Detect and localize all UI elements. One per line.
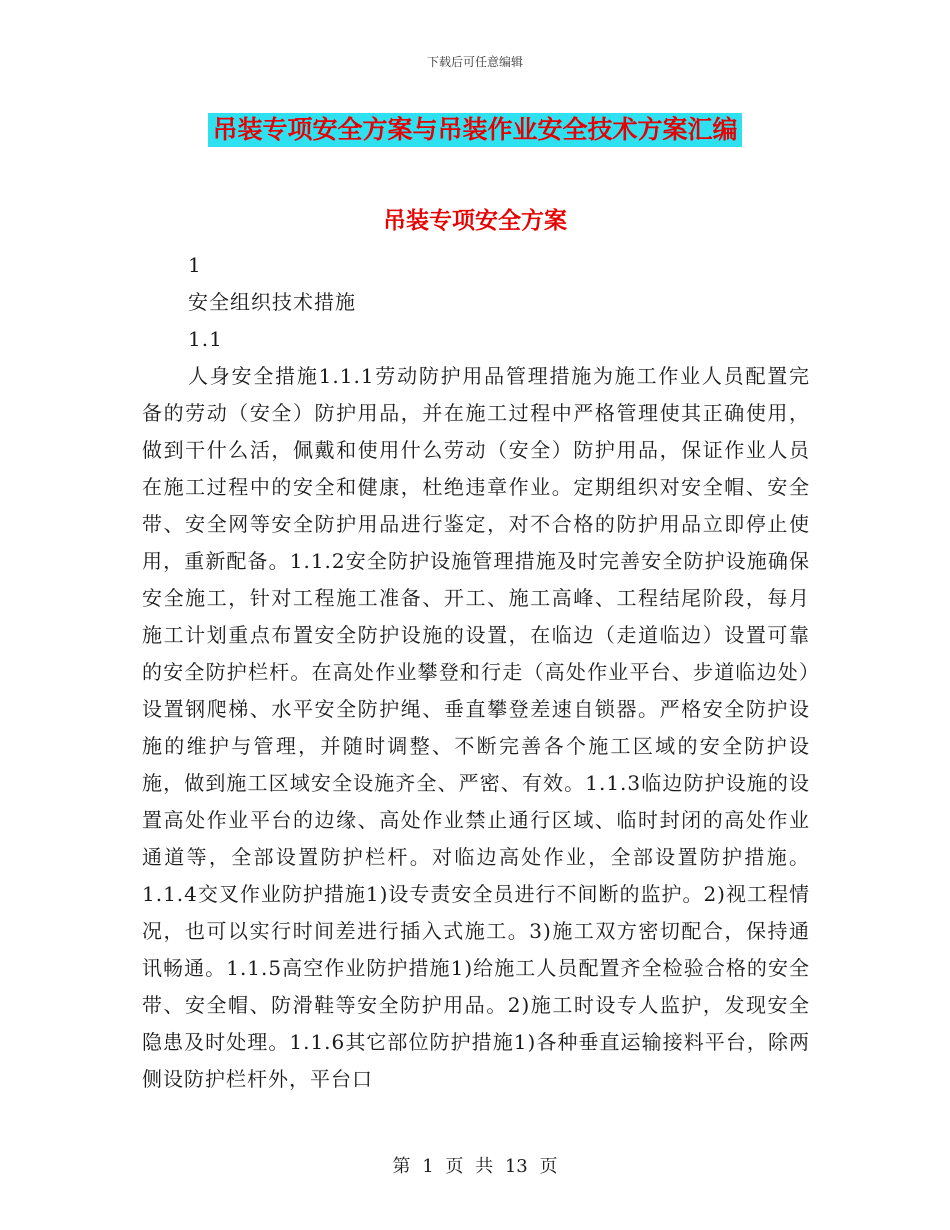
paragraph-subsection-number: 1.1 (188, 327, 223, 351)
document-body (142, 247, 810, 1098)
header-note: 下载后可任意编辑 (426, 55, 523, 69)
section-title: 吊装专项安全方案 (383, 208, 567, 234)
paragraph-section-number: 1 (188, 253, 202, 277)
page-footer: 第 1 页 共 13 页 (392, 1156, 558, 1177)
paragraph-section-heading: 安全组织技术措施 (188, 290, 356, 314)
main-title: 吊装专项安全方案与吊装作业安全技术方案汇编 (208, 113, 741, 147)
main-title-wrap (0, 113, 950, 147)
paragraph-body: 人身安全措施1.1.1劳动防护用品管理措施为施工作业人员配置完备的劳动（安全）防护用品，并在施工过程中严格管理使其正确使用，做到干什么活，佩戴和使用什么劳动（安全）防护用品，保证作业人员在施工过程中的安全和健康，杜绝违章作业。定期组织对安全帽、安全带、安全网等安全防护用品进行鉴定，对不合格的防护用品立即停止使用，重新配备。1.1.2安全防护设施管理措施及时完善安全防护设施确保安全施工，针对工程施工准备、开工、施工高峰、工程结尾阶段，每月施工计划重点布置安全防护设施的设置，在临边（走道临边）设置可靠的安全防护栏杆。在高处作业攀登和行走（高处作业平台、步道临边处）设置钢爬梯、水平安全防护绳、垂直攀登差速自锁器。严格安全防护设施的维护与管理，并随时调整、不断完善各个施工区域的安全防护设施，做到施工区域安全设施齐全、严密、有效。1.1.3临边防护设施的设置高处作业平台的边缘、高处作业禁止通行区域、临时封闭的高处作业通道等，全部设置防护栏杆。对临边高处作业，全部设置防护措施。1.1.4交叉作业防护措施1)设专责安全员进行不间断的监护。2)视工程情况，也可以实行时间差进行插入式施工。3)施工双方密切配合，保持通讯畅通。1.1.5高空作业防护措施1)给施工人员配置齐全检验合格的安全带、安全帽、防滑鞋等安全防护用品。2)施工时设专人监护，发现安全隐患及时处理。1.1.6其它部位防护措施1)各种垂直运输接料平台，除两侧设防护栏杆外，平台口 (142, 364, 810, 1091)
